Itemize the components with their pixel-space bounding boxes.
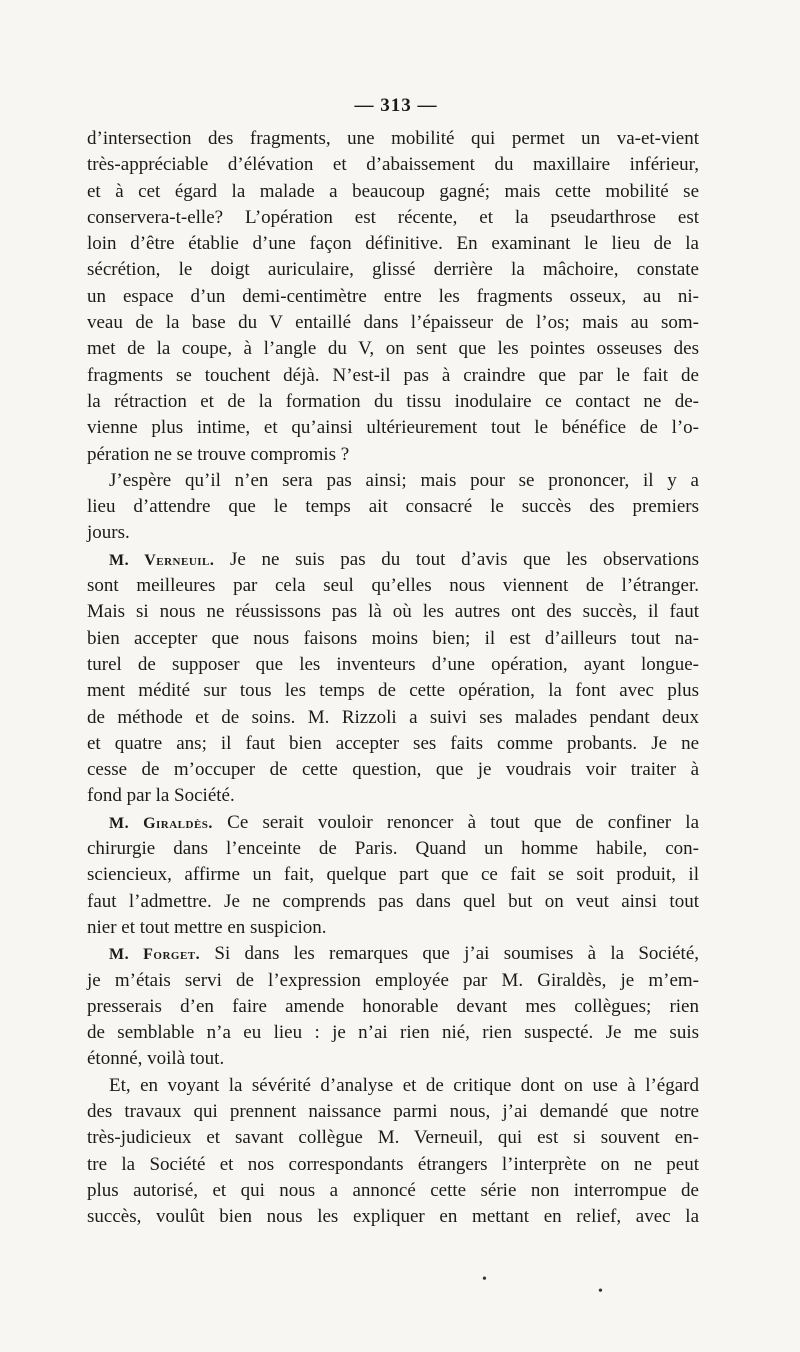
- paragraph-verneuil: [87, 547, 699, 810]
- text-line: étonné, voilà tout.: [87, 1048, 225, 1070]
- text-line: fond par la Société.: [87, 785, 235, 807]
- text-line: tre la Société et nos correspondants étrangers l’interprète on ne peut: [87, 1153, 699, 1175]
- text-line: [87, 547, 699, 573]
- text-line: pération ne se trouve compromis ?: [87, 443, 350, 465]
- text-line: succès, voulût bien nous les expliquer en mettant en relief, avec la: [87, 1206, 699, 1228]
- text-line: jours.: [87, 522, 130, 544]
- text-line: et à cet égard la malade a beaucoup gagné; mais cette mobilité se: [87, 180, 699, 202]
- text-line: vienne plus intime, et qu’ainsi ultérieurement tout le bénéfice de l’o-: [87, 417, 699, 439]
- text-line: très-appréciable d’élévation et d’abaissement du maxillaire inférieur,: [87, 154, 699, 176]
- page-number: — 313 —: [354, 95, 438, 116]
- text-line: sciencieux, affirme un fait, quelque part que ce fait se soit produit, il: [87, 864, 699, 886]
- paragraph: [87, 1073, 699, 1231]
- text-line: [87, 810, 699, 836]
- text-line: de semblable n’a eu lieu : je n’ai rien nié, rien suspecté. Je me suis: [87, 1022, 699, 1044]
- text-span: Je ne suis pas du tout d’avis que les observations: [230, 548, 699, 570]
- text-span: Si dans les remarques que j’ai soumises à la Société,: [214, 943, 700, 965]
- ink-speck: •: [482, 1272, 487, 1287]
- text-line: Mais si nous ne réussissons pas là où les autres ont des succès, il faut: [87, 601, 699, 623]
- text-line: nier et tout mettre en suspicion.: [87, 916, 327, 938]
- text-line: cesse de m’occuper de cette question, que je voudrais voir traiter à: [87, 759, 699, 781]
- text-line: lieu d’attendre que le temps ait consacré le succès des premiers: [87, 496, 699, 518]
- text-line: presserais d’en faire amende honorable devant mes collègues; rien: [87, 995, 699, 1017]
- text-line: sécrétion, le doigt auriculaire, glissé derrière la mâchoire, constate: [87, 259, 699, 281]
- book-page: [87, 86, 699, 1230]
- paragraph-forget: [87, 941, 699, 1072]
- speaker-name: M. Forget.: [109, 946, 201, 964]
- text-line: un espace d’un demi-centimètre entre les fragments osseux, au ni-: [87, 285, 699, 307]
- text-line: des travaux qui prennent naissance parmi nous, j’ai demandé que notre: [87, 1100, 699, 1122]
- text-line: bien accepter que nous faisons moins bien; il est d’ailleurs tout na-: [87, 627, 699, 649]
- text-line: turel de supposer que les inventeurs d’une opération, ayant longue-: [87, 653, 699, 675]
- text-line: faut l’admettre. Je ne comprends pas dans quel but on veut ainsi tout: [87, 890, 699, 912]
- paragraph-continuation: [87, 126, 699, 468]
- paragraph: [87, 468, 699, 547]
- text-line: je m’étais servi de l’expression employée par M. Giraldès, je m’em-: [87, 969, 699, 991]
- text-line: et quatre ans; il faut bien accepter ses faits comme probants. Je ne: [87, 732, 699, 754]
- text-line: d’intersection des fragments, une mobilité qui permet un va-et-vient: [87, 128, 699, 149]
- text-line: de méthode et de soins. M. Rizzoli a suivi ses malades pendant deux: [87, 706, 699, 728]
- text-line: loin d’être établie d’une façon définitive. En examinant le lieu de la: [87, 233, 699, 255]
- text-line: J’espère qu’il n’en sera pas ainsi; mais pour se prononcer, il y a: [109, 469, 699, 491]
- text-line: Et, en voyant la sévérité d’analyse et de critique dont on use à l’égard: [109, 1074, 699, 1096]
- text-line: conservera-t-elle? L’opération est récente, et la pseudarthrose est: [87, 206, 699, 228]
- text-line: la rétraction et de la formation du tissu inodulaire ce contact ne de-: [87, 390, 699, 412]
- text-line: très-judicieux et savant collègue M. Verneuil, qui est si souvent en-: [87, 1127, 699, 1149]
- text-line: chirurgie dans l’enceinte de Paris. Quand un homme habile, con-: [87, 838, 699, 860]
- text-line: sont meilleures par cela seul qu’elles nous viennent de l’étranger.: [87, 575, 699, 597]
- speaker-name: M. Verneuil.: [109, 551, 215, 569]
- text-line: plus autorisé, et qui nous a annoncé cette série non interrompue de: [87, 1179, 699, 1201]
- text-line: ment médité sur tous les temps de cette opération, la font avec plus: [87, 680, 699, 702]
- text-line: veau de la base du V entaillé dans l’épaisseur de l’os; mais au som-: [87, 312, 699, 334]
- text-line: [87, 941, 699, 967]
- text-line: met de la coupe, à l’angle du V, on sent que les pointes osseuses des: [87, 338, 699, 360]
- text-span: Ce serait vouloir renoncer à tout que de confiner la: [227, 811, 700, 833]
- ink-speck: •: [598, 1284, 603, 1299]
- speaker-name: M. Giraldès.: [109, 814, 213, 832]
- text-line: fragments se touchent déjà. N’est-il pas à craindre que par le fait de: [87, 364, 699, 386]
- paragraph-giraldes: [87, 810, 699, 941]
